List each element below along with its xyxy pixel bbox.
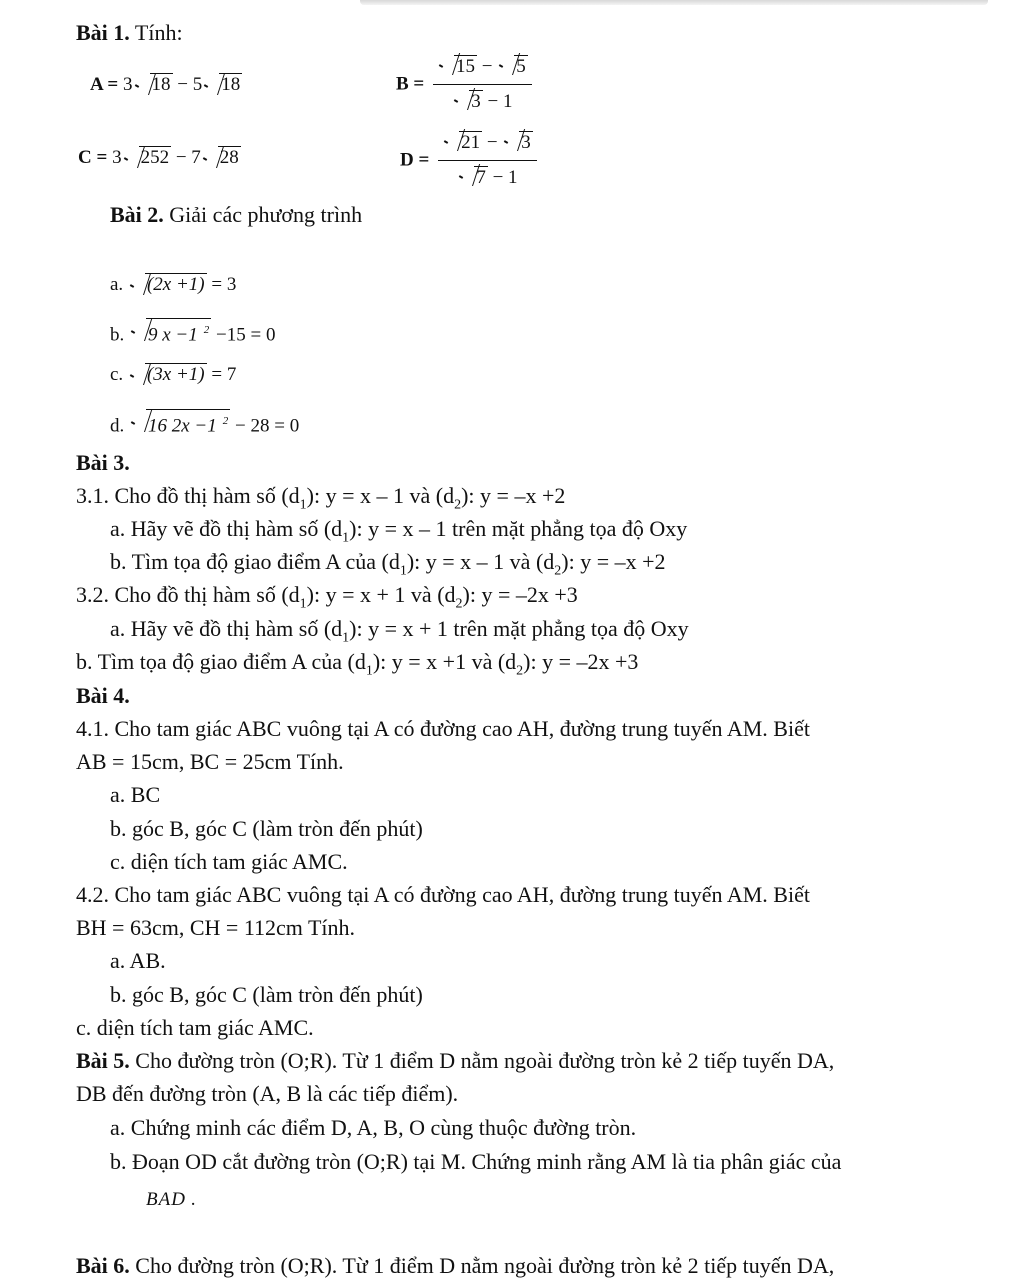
bai5-a: a. Chứng minh các điểm D, A, B, O cùng thuộc đường tròn. [110, 1115, 637, 1140]
p41-line1: 4.1. Cho tam giác ABC vuông tại A có đường cao AH, đường trung tuyến AM. Biết [76, 716, 810, 741]
eq-a [110, 272, 236, 298]
expr-C-coef2: 7 [191, 147, 201, 168]
expr-B [396, 52, 532, 117]
sqrt-sign [135, 72, 173, 98]
p41-line2: AB = 15cm, BC = 25cm Tính. [76, 749, 344, 774]
eq-tail: −15 = 0 [216, 324, 276, 346]
bai6-label: Bài 6. [76, 1253, 130, 1278]
radicand: (3x +1) [146, 364, 205, 385]
bai2-heading [110, 202, 362, 228]
radicand: 5 [516, 56, 526, 77]
sqrt-sign [131, 409, 230, 439]
eq-label: a. [110, 274, 124, 295]
expr-A-label: A = [90, 74, 119, 95]
angle-BAD: BAD [146, 1189, 186, 1210]
bai2-title: Giải các phương trình [169, 202, 363, 227]
denominator [433, 85, 532, 117]
denominator [438, 161, 537, 193]
bai6-text: Cho đường tròn (O;R). Từ 1 điểm D nằm ngoài đường tròn kẻ 2 tiếp tuyến DA, [135, 1253, 835, 1278]
p41-c: c. diện tích tam giác AMC. [110, 849, 348, 874]
eq-c [110, 362, 236, 388]
radicand: 18 [151, 74, 171, 95]
exponent: 2 [222, 415, 229, 427]
numerator [438, 128, 537, 161]
exponent: 2 [203, 324, 210, 336]
fraction [438, 128, 537, 193]
denominator-tail: − 1 [492, 167, 518, 188]
bai5-angle [146, 1187, 195, 1213]
eq-d [110, 409, 299, 439]
bai5-line1 [76, 1048, 834, 1074]
bai3-heading: Bài 3. [76, 450, 130, 475]
bai1-label: Bài 1. [76, 20, 130, 45]
p32-b: b. Tìm tọa độ giao điểm A của $(d_1)$: y = x +1 và $(d_2)$: y = –2x +3 [76, 649, 639, 679]
numerator [433, 52, 532, 85]
radicand: 15 [456, 56, 475, 77]
p42-line2: BH = 63cm, CH = 112cm Tính. [76, 915, 356, 940]
operator: − [481, 56, 493, 77]
eq-label: d. [110, 415, 125, 437]
sqrt-sign [459, 163, 488, 193]
bai5-line2: DB đến đường tròn (A, B là các tiếp điểm). [76, 1081, 459, 1106]
p31-intro: 3.1. Cho đồ thị hàm số $(d_1)$: y = x – 1 và $(d_2)$: y = –x +2 [76, 483, 566, 513]
operator: − [177, 74, 188, 95]
p41-a: a. BC [110, 782, 161, 807]
bai1-title: Tính: [134, 20, 183, 45]
bai5-text: Cho đường tròn (O;R). Từ 1 điểm D nằm ngoài đường tròn kẻ 2 tiếp tuyến DA, [135, 1048, 835, 1073]
p31-b: b. Tìm tọa độ giao điểm A của $(d_1)$: y = x – 1 và $(d_2)$: y = –x +2 [110, 549, 666, 579]
p42-b: b. góc B, góc C (làm tròn đến phút) [110, 982, 423, 1007]
p32-intro: 3.2. Cho đồ thị hàm số $(d_1)$: y = x + 1 và $(d_2)$: y = –2x +3 [76, 582, 578, 612]
sqrt-sign [204, 72, 242, 98]
expr-C-coef1: 3 [112, 147, 122, 168]
angle-period: . [190, 1189, 196, 1210]
bai4-heading: Bài 4. [76, 683, 130, 708]
radicand: 3 [471, 91, 481, 112]
operator: − [486, 132, 498, 153]
radicand: 16 2x −1 [148, 415, 217, 437]
sqrt-sign [504, 128, 533, 158]
expr-A-coef2: 5 [192, 74, 203, 95]
top-shadow-bar [360, 0, 988, 5]
radicand: 9 x −1 [148, 324, 198, 346]
p32-a: a. Hãy vẽ đồ thị hàm số $(d_1)$: y = x + 1 trên mặt phẳng tọa độ Oxy [110, 616, 689, 646]
sqrt-sign [131, 318, 211, 348]
expr-C-label: C = [78, 147, 108, 168]
sqrt-sign [454, 87, 483, 117]
sqrt-sign [203, 145, 241, 171]
bai5-b: b. Đoạn OD cắt đường tròn (O;R) tại M. Chứng minh rằng AM là tia phân giác của [110, 1149, 842, 1174]
expr-A-coef1: 3 [123, 74, 133, 95]
sqrt-sign [499, 52, 528, 82]
p42-line1: 4.2. Cho tam giác ABC vuông tại A có đường cao AH, đường trung tuyến AM. Biết [76, 882, 810, 907]
radicand: 252 [140, 147, 170, 168]
p42-a: a. AB. [110, 948, 166, 973]
p31-a: a. Hãy vẽ đồ thị hàm số $(d_1)$: y = x – 1 trên mặt phẳng tọa độ Oxy [110, 516, 688, 546]
radicand: 18 [221, 74, 241, 95]
sqrt-sign [444, 128, 482, 158]
expr-D [400, 128, 537, 193]
p41-b: b. góc B, góc C (làm tròn đến phút) [110, 816, 423, 841]
radicand: 21 [461, 132, 481, 153]
eq-b [110, 318, 275, 348]
expr-D-label: D = [400, 149, 430, 171]
expr-B-label: B = [396, 73, 425, 95]
bai1-heading [76, 20, 183, 46]
eq-tail: = 7 [211, 364, 237, 385]
p42-c: c. diện tích tam giác AMC. [76, 1015, 314, 1040]
eq-label: c. [110, 364, 124, 385]
eq-label: b. [110, 324, 125, 346]
radicand: 7 [476, 167, 486, 188]
sqrt-sign [439, 52, 477, 82]
radicand: 28 [219, 147, 239, 168]
eq-tail: = 3 [211, 274, 237, 295]
fraction [433, 52, 532, 117]
operator: − [175, 147, 187, 168]
sqrt-sign [130, 272, 207, 298]
eq-tail: − 28 = 0 [235, 415, 300, 437]
sqrt-sign [130, 362, 207, 388]
radicand: (2x +1) [146, 274, 205, 295]
bai2-label: Bài 2. [110, 202, 164, 227]
bai6-line1 [76, 1253, 834, 1279]
sqrt-sign [124, 145, 172, 171]
bai5-label: Bài 5. [76, 1048, 130, 1073]
expr-A [90, 72, 242, 98]
expr-C [78, 145, 241, 171]
radicand: 3 [521, 132, 531, 153]
denominator-tail: − 1 [487, 91, 513, 112]
